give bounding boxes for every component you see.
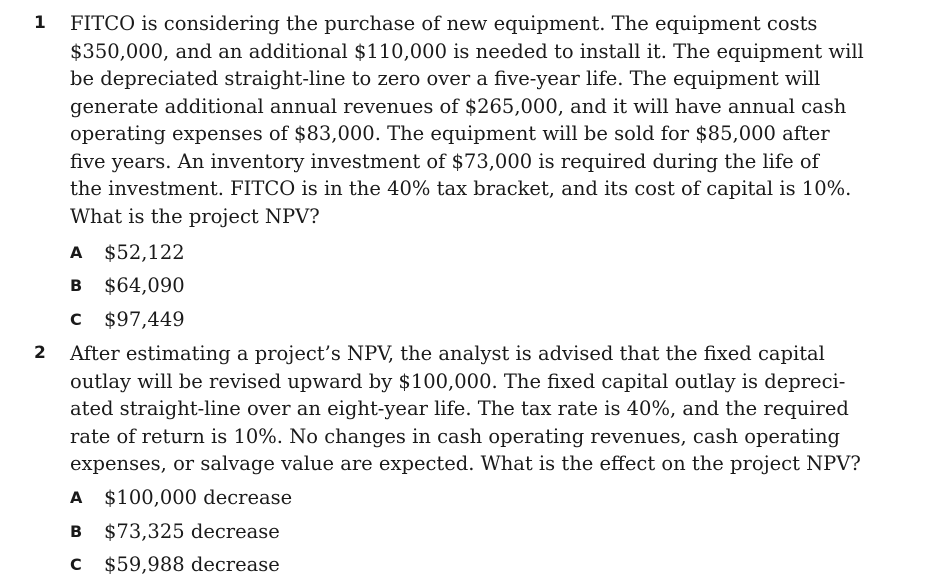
answer-option-a — [0, 238, 600, 268]
question-line: After estimating a project’s NPV, the analyst is advised that the fixed capital — [70, 342, 825, 365]
option-letter: A — [70, 243, 83, 262]
question-line: ated straight-line over an eight-year life. The tax rate is 40%, and the required — [70, 397, 849, 420]
option-letter: A — [70, 488, 83, 507]
question-line: be depreciated straight-line to zero over a five-year life. The equipment will — [70, 67, 821, 90]
option-letter: B — [70, 276, 83, 295]
option-letter: C — [70, 555, 82, 574]
answer-option-c — [0, 305, 600, 335]
question-line: the investment. FITCO is in the 40% tax bracket, and its cost of capital is 10%. — [70, 177, 852, 200]
question-line: FITCO is considering the purchase of new equipment. The equipment costs — [70, 12, 818, 35]
option-text: $97,449 — [104, 308, 185, 331]
answer-option-a — [0, 483, 600, 513]
option-letter: C — [70, 310, 82, 329]
question-line: rate of return is 10%. No changes in cash operating revenues, cash operating — [70, 424, 841, 448]
question-line: five years. An inventory investment of $73,000 is required during the life of — [70, 149, 819, 173]
option-text: $64,090 — [104, 274, 185, 297]
question-line: $350,000, and an additional $110,000 is needed to install it. The equipment will — [70, 39, 864, 63]
option-text: $59,988 decrease — [104, 553, 280, 576]
question-number: 1 — [34, 13, 46, 33]
question-number: 2 — [34, 343, 46, 363]
question-line: What is the project NPV? — [70, 204, 320, 228]
option-letter: B — [70, 522, 83, 541]
question-line: operating expenses of $83,000. The equipment will be sold for $85,000 after — [70, 122, 830, 145]
option-text: $73,325 decrease — [104, 520, 280, 543]
question-text — [70, 340, 861, 478]
question-line: outlay will be revised upward by $100,000. The fixed capital outlay is depreci- — [70, 369, 846, 393]
option-text: $52,122 — [104, 241, 185, 264]
question-line: generate additional annual revenues of $265,000, and it will have annual cash — [70, 94, 847, 118]
answer-option-c — [0, 550, 600, 580]
question-text — [70, 10, 864, 230]
answer-option-b — [0, 271, 600, 301]
answer-option-b — [0, 517, 600, 547]
question-line: expenses, or salvage value are expected. What is the effect on the project NPV? — [70, 452, 861, 475]
option-text: $100,000 decrease — [104, 486, 293, 509]
